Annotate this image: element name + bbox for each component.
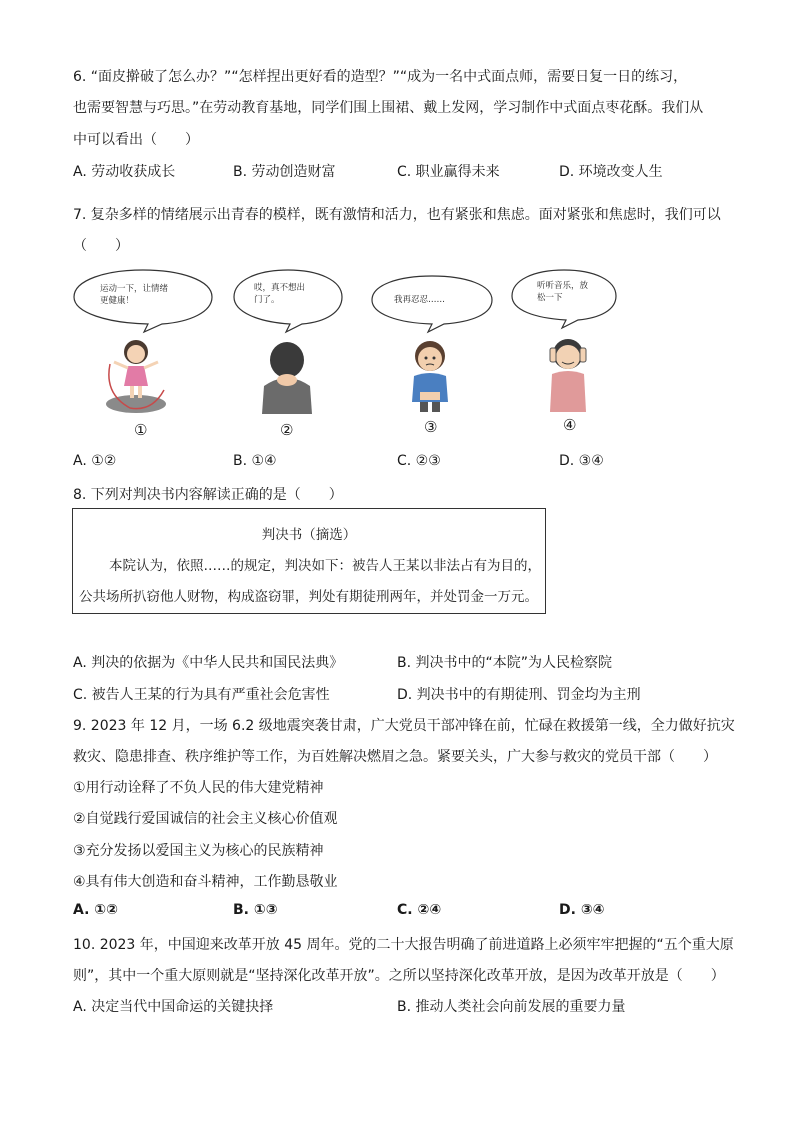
- q9-item-4: ④具有伟大创造和奋斗精神，工作勤恳敬业: [73, 874, 338, 890]
- q7-line-2: （ ）: [73, 238, 129, 254]
- boy-listening-music-icon: [536, 334, 600, 414]
- q7-option-c: C. ②③: [397, 453, 441, 469]
- q8-option-c: C. 被告人王某的行为具有严重社会危害性: [73, 687, 330, 703]
- figure-number-2: ②: [280, 421, 294, 439]
- q10-line-2: 则”，其中一个重大原则就是“坚持深化改革开放”。之所以坚持深化改革开放，是因为改革开放是（ ）: [73, 968, 725, 984]
- worried-boy-icon: [402, 336, 458, 414]
- bubble-3-line-1: 我再忍忍……: [394, 295, 446, 305]
- speech-bubble-1: [72, 268, 214, 334]
- q10-line-1: 10. 2023 年，中国迎来改革开放 45 周年。党的二十大报告明确了前进道路上必须牢牢把握的“五个重大原: [73, 937, 734, 953]
- q7-line-1: 7. 复杂多样的情绪展示出青春的模样，既有激情和活力，也有紧张和焦虑。面对紧张和焦虑时，我们可以: [73, 207, 721, 223]
- verdict-line-2: 公共场所扒窃他人财物，构成盗窃罪，判处有期徒刑两年，并处罚金一万元。: [79, 589, 538, 605]
- verdict-box: [72, 508, 546, 614]
- q8-option-d: D. 判决书中的有期徒刑、罚金均为主刑: [397, 687, 641, 703]
- q6-option-c: C. 职业赢得未来: [397, 164, 500, 180]
- bubble-4-line-2: 松一下: [537, 293, 563, 303]
- verdict-line-1: 本院认为，依照……的规定，判决如下：被告人王某以非法占有为目的，: [109, 558, 541, 574]
- q9-item-1: ①用行动诠释了不负人民的伟大建党精神: [73, 780, 324, 796]
- girl-jump-rope-icon: [100, 334, 172, 416]
- q6-option-b: B. 劳动创造财富: [233, 164, 336, 180]
- q9-line-2: 救灾、隐患排查、秩序维护等工作，为百姓解决燃眉之急。紧要关头，广大参与救灾的党员干部（ ）: [73, 749, 717, 765]
- verdict-title: 判决书（摘选）: [261, 527, 357, 543]
- q6-line-2: 也需要智慧与巧思。”在劳动教育基地，同学们围上围裙、戴上发网，学习制作中式面点枣花酥。我们从: [73, 100, 704, 116]
- q6-line-1: 6. “面皮擀破了怎么办？”“怎样捏出更好看的造型？”“成为一名中式面点师，需要日复一日的练习，: [73, 69, 688, 85]
- bubble-1-line-2: 更健康！: [100, 296, 135, 306]
- q6-option-d: D. 环境改变人生: [559, 164, 663, 180]
- figure-number-1: ①: [134, 421, 148, 439]
- q7-option-b: B. ①④: [233, 453, 277, 469]
- q9-item-2: ②自觉践行爱国诚信的社会主义核心价值观: [73, 811, 338, 827]
- q6-line-3: 中可以看出（ ）: [73, 132, 199, 148]
- q10-option-a: A. 决定当代中国命运的关键抉择: [73, 999, 274, 1015]
- bubble-2-line-1: 哎，真不想出: [254, 283, 306, 293]
- q9-option-a: A. ①②: [73, 902, 118, 918]
- bubble-4-line-1: 听听音乐，放: [537, 281, 589, 291]
- q7-option-a: A. ①②: [73, 453, 117, 469]
- figure-number-4: ④: [563, 416, 577, 434]
- q8-stem: 8. 下列对判决书内容解读正确的是（ ）: [73, 487, 343, 503]
- speech-bubble-4: [510, 268, 618, 330]
- sad-boy-icon: [258, 336, 316, 416]
- q9-option-c: C. ②④: [397, 902, 442, 918]
- q9-line-1: 9. 2023 年 12 月，一场 6.2 级地震突袭甘肃，广大党员干部冲锋在前，忙碌在救援第一线，全力做好抗灾: [73, 718, 735, 734]
- q10-option-b: B. 推动人类社会向前发展的重要力量: [397, 999, 626, 1015]
- q9-item-3: ③充分发扬以爱国主义为核心的民族精神: [73, 843, 324, 859]
- q7-option-d: D. ③④: [559, 453, 604, 469]
- q8-option-a: A. 判决的依据为《中华人民共和国民法典》: [73, 655, 344, 671]
- bubble-1-line-1: 运动一下，让情绪: [100, 284, 169, 294]
- q6-option-a: A. 劳动收获成长: [73, 164, 176, 180]
- q9-option-d: D. ③④: [559, 902, 605, 918]
- bubble-2-line-2: 门了。: [254, 295, 280, 305]
- speech-bubble-2: [232, 268, 344, 334]
- q9-option-b: B. ①③: [233, 902, 278, 918]
- figure-number-3: ③: [424, 418, 438, 436]
- q8-option-b: B. 判决书中的“本院”为人民检察院: [397, 655, 613, 671]
